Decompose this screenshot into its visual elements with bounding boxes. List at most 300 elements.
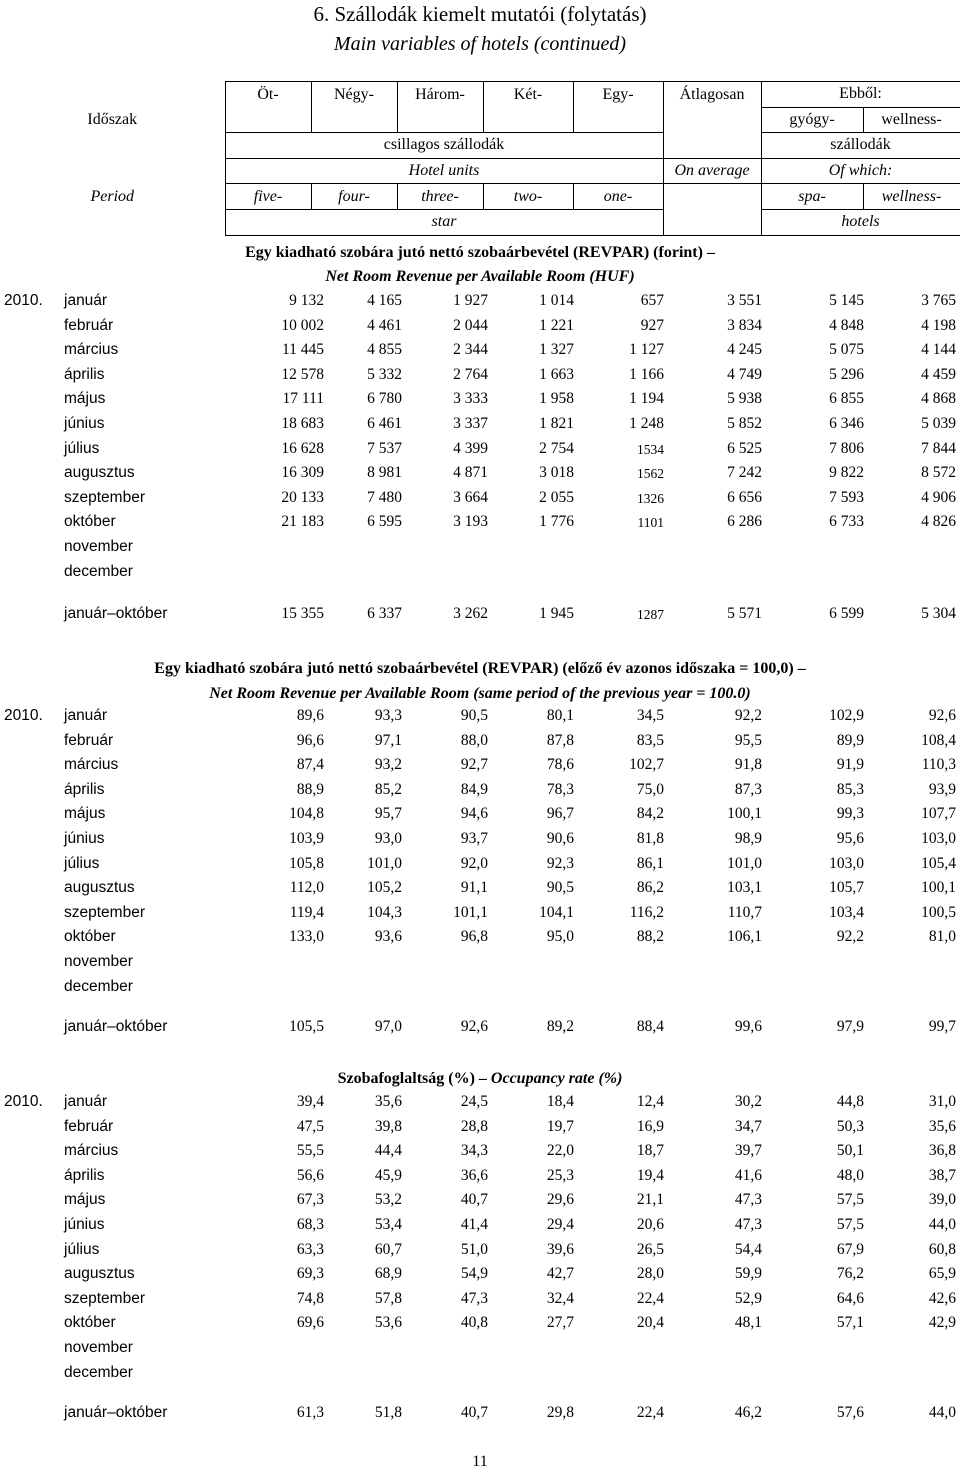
table-cell: 7 242 — [727, 464, 762, 481]
row-month: április — [64, 366, 105, 383]
table-cell: 93,0 — [374, 830, 402, 847]
header-period-hu: Időszak — [0, 107, 225, 133]
table-cell: 57,5 — [836, 1216, 864, 1233]
table-cell: 40,7 — [460, 1404, 488, 1421]
table-cell: 78,6 — [546, 756, 574, 773]
row-month: június — [64, 830, 105, 847]
table-cell: 86,1 — [636, 855, 664, 872]
table-cell: 4 461 — [367, 317, 402, 334]
table-row — [0, 1404, 960, 1428]
table-row — [0, 415, 960, 439]
table-cell: 110,3 — [921, 756, 956, 773]
table-cell: 2 754 — [539, 440, 574, 457]
row-month: január — [64, 1093, 108, 1110]
table-cell: 42,9 — [928, 1314, 956, 1331]
table-cell: 61,3 — [296, 1404, 324, 1421]
table-cell: 69,3 — [296, 1265, 324, 1282]
row-month: július — [64, 1241, 100, 1258]
table-cell: 92,6 — [460, 1018, 488, 1035]
table-cell: 4 868 — [921, 390, 956, 407]
table-cell: 40,7 — [460, 1191, 488, 1208]
row-month: október — [64, 928, 116, 945]
table-cell: 105,2 — [367, 879, 402, 896]
header-csillagos: csillagos szállodák — [225, 133, 663, 159]
table-row — [0, 563, 960, 587]
table-cell: 69,6 — [296, 1314, 324, 1331]
row-month: március — [64, 341, 119, 358]
table-row — [0, 1167, 960, 1191]
table-cell: 16,9 — [636, 1118, 664, 1135]
table-cell: 41,6 — [734, 1167, 762, 1184]
header-spa-en: spa- — [761, 184, 863, 210]
table-cell: 1326 — [637, 491, 664, 506]
table-cell: 39,6 — [546, 1241, 574, 1258]
table-cell: 31,0 — [928, 1093, 956, 1110]
row-year: 2010. — [4, 707, 43, 724]
table-cell: 50,3 — [836, 1118, 864, 1135]
table-cell: 96,6 — [296, 732, 324, 749]
header-period-en: Period — [0, 184, 225, 210]
table-row — [0, 805, 960, 829]
table-cell: 3 262 — [453, 605, 488, 622]
table-cell: 1562 — [637, 466, 664, 481]
table-cell: 1 166 — [629, 366, 664, 383]
table-cell: 3 193 — [453, 513, 488, 530]
table-cell: 92,0 — [460, 855, 488, 872]
table-cell: 12 578 — [281, 366, 324, 383]
table-cell: 44,0 — [928, 1216, 956, 1233]
table-cell: 53,2 — [374, 1191, 402, 1208]
table-cell: 92,2 — [734, 707, 762, 724]
table-cell: 57,5 — [836, 1191, 864, 1208]
table-cell: 116,2 — [629, 904, 664, 921]
table-cell: 99,6 — [734, 1018, 762, 1035]
table-cell: 103,9 — [289, 830, 324, 847]
table-cell: 91,1 — [460, 879, 488, 896]
table-cell: 53,6 — [374, 1314, 402, 1331]
table-cell: 8 572 — [921, 464, 956, 481]
table-row — [0, 390, 960, 414]
table-cell: 28,0 — [636, 1265, 664, 1282]
table-cell: 88,2 — [636, 928, 664, 945]
table-cell: 97,1 — [374, 732, 402, 749]
table-cell: 22,4 — [636, 1404, 664, 1421]
table-cell: 4 245 — [727, 341, 762, 358]
table-cell: 84,9 — [460, 781, 488, 798]
table-cell: 60,8 — [928, 1241, 956, 1258]
table-row — [0, 928, 960, 952]
table-cell: 29,8 — [546, 1404, 574, 1421]
header-star-hu: Három- — [397, 82, 483, 108]
section-heading-hu: Egy kiadható szobára jutó nettó szobaárbevétel (REVPAR) (forint) – — [245, 244, 715, 261]
table-row — [0, 366, 960, 390]
row-month: január — [64, 292, 108, 309]
row-month: január–október — [64, 1018, 168, 1035]
table-cell: 96,7 — [546, 805, 574, 822]
row-year: 2010. — [4, 292, 43, 309]
table-cell: 47,3 — [734, 1216, 762, 1233]
table-row — [0, 341, 960, 365]
table-cell: 4 749 — [727, 366, 762, 383]
row-month: március — [64, 1142, 119, 1159]
table-cell: 85,3 — [836, 781, 864, 798]
table-cell: 6 525 — [727, 440, 762, 457]
table-cell: 87,3 — [734, 781, 762, 798]
header-wellness-en: wellness- — [863, 184, 960, 210]
table-cell: 4 459 — [921, 366, 956, 383]
row-month: október — [64, 513, 116, 530]
table-cell: 42,7 — [546, 1265, 574, 1282]
header-average-en: On average — [663, 158, 761, 184]
table-cell: 89,9 — [836, 732, 864, 749]
table-cell: 90,6 — [546, 830, 574, 847]
table-cell: 95,7 — [374, 805, 402, 822]
table-cell: 35,6 — [928, 1118, 956, 1135]
row-month: december — [64, 563, 133, 580]
table-cell: 6 780 — [367, 390, 402, 407]
header-szallodak: szállodák — [761, 133, 960, 159]
table-cell: 20,4 — [636, 1314, 664, 1331]
table-cell: 50,1 — [836, 1142, 864, 1159]
table-row — [0, 707, 960, 731]
table-cell: 27,7 — [546, 1314, 574, 1331]
table-cell: 65,9 — [928, 1265, 956, 1282]
table-cell: 100,1 — [921, 879, 956, 896]
table-cell: 1 327 — [539, 341, 574, 358]
table-row — [0, 538, 960, 562]
table-cell: 4 399 — [453, 440, 488, 457]
table-cell: 7 480 — [367, 489, 402, 506]
table-cell: 67,3 — [296, 1191, 324, 1208]
page-subtitle: Main variables of hotels (continued) — [333, 33, 627, 55]
table-row — [0, 781, 960, 805]
header-star-en: three- — [397, 184, 483, 210]
section-heading-en: Net Room Revenue per Available Room (HUF) — [325, 268, 635, 285]
table-cell: 25,3 — [546, 1167, 574, 1184]
header-period-hu-cell — [0, 82, 225, 108]
table-header — [0, 81, 960, 236]
table-row — [0, 489, 960, 513]
page-number: 11 — [472, 1453, 488, 1470]
table-row — [0, 464, 960, 488]
table-cell: 95,5 — [734, 732, 762, 749]
table-row — [0, 317, 960, 341]
table-cell: 30,2 — [734, 1093, 762, 1110]
table-cell: 81,8 — [636, 830, 664, 847]
table-cell: 86,2 — [636, 879, 664, 896]
table-cell: 3 337 — [453, 415, 488, 432]
table-cell: 67,9 — [836, 1241, 864, 1258]
table-row — [0, 1118, 960, 1142]
table-cell: 9 822 — [829, 464, 864, 481]
table-cell: 1 194 — [629, 390, 664, 407]
table-cell: 1 221 — [539, 317, 574, 334]
table-row — [0, 855, 960, 879]
table-cell: 34,5 — [636, 707, 664, 724]
table-cell: 102,7 — [629, 756, 664, 773]
table-cell: 4 826 — [921, 513, 956, 530]
table-cell: 94,6 — [460, 805, 488, 822]
row-month: április — [64, 781, 105, 798]
header-star-hu: Öt- — [225, 82, 311, 108]
section-heading — [0, 244, 960, 262]
table-cell: 4 848 — [829, 317, 864, 334]
section-heading-hu: Szobafoglaltság (%) – — [337, 1070, 487, 1087]
table-cell: 5 852 — [727, 415, 762, 432]
table-cell: 42,6 — [928, 1290, 956, 1307]
table-cell: 104,3 — [367, 904, 402, 921]
table-row — [0, 1339, 960, 1363]
table-cell: 3 765 — [921, 292, 956, 309]
table-cell: 44,8 — [836, 1093, 864, 1110]
table-cell: 15 355 — [281, 605, 324, 622]
table-cell: 20,6 — [636, 1216, 664, 1233]
table-cell: 24,5 — [460, 1093, 488, 1110]
table-cell: 34,3 — [460, 1142, 488, 1159]
table-cell: 74,8 — [296, 1290, 324, 1307]
section-heading-en: Occupancy rate (%) — [490, 1070, 623, 1087]
table-cell: 4 198 — [921, 317, 956, 334]
table-cell: 46,2 — [734, 1404, 762, 1421]
header-star-en: two- — [483, 184, 573, 210]
table-cell: 51,8 — [374, 1404, 402, 1421]
table-cell: 105,8 — [289, 855, 324, 872]
header-star-hu: Négy- — [311, 82, 397, 108]
table-cell: 1 127 — [629, 341, 664, 358]
table-cell: 9 132 — [289, 292, 324, 309]
table-cell: 5 938 — [727, 390, 762, 407]
table-cell: 87,8 — [546, 732, 574, 749]
table-cell: 6 461 — [367, 415, 402, 432]
table-cell: 1534 — [637, 442, 664, 457]
table-cell: 47,3 — [460, 1290, 488, 1307]
table-cell: 1 821 — [539, 415, 574, 432]
row-month: december — [64, 978, 133, 995]
table-cell: 3 333 — [453, 390, 488, 407]
table-cell: 16 309 — [281, 464, 324, 481]
table-cell: 88,0 — [460, 732, 488, 749]
table-cell: 103,0 — [829, 855, 864, 872]
table-row — [0, 440, 960, 464]
table-cell: 93,7 — [460, 830, 488, 847]
table-cell: 1287 — [637, 607, 664, 622]
row-month: augusztus — [64, 464, 135, 481]
table-cell: 89,2 — [546, 1018, 574, 1035]
table-cell: 6 656 — [727, 489, 762, 506]
table-cell: 6 346 — [829, 415, 864, 432]
table-row — [0, 1018, 960, 1042]
table-cell: 105,5 — [289, 1018, 324, 1035]
table-cell: 103,4 — [829, 904, 864, 921]
table-cell: 45,9 — [374, 1167, 402, 1184]
table-cell: 97,9 — [836, 1018, 864, 1035]
row-month: szeptember — [64, 1290, 145, 1307]
table-cell: 3 664 — [453, 489, 488, 506]
table-cell: 53,4 — [374, 1216, 402, 1233]
section-heading — [0, 660, 960, 678]
table-cell: 1101 — [637, 515, 664, 530]
row-month: november — [64, 538, 133, 555]
table-cell: 101,1 — [453, 904, 488, 921]
table-row — [0, 292, 960, 316]
table-cell: 16 628 — [281, 440, 324, 457]
table-cell: 54,4 — [734, 1241, 762, 1258]
row-month: szeptember — [64, 904, 145, 921]
header-wellness-hu: wellness- — [863, 107, 960, 133]
table-row — [0, 830, 960, 854]
table-cell: 8 981 — [367, 464, 402, 481]
table-cell: 119,4 — [289, 904, 324, 921]
row-month: július — [64, 855, 100, 872]
table-cell: 91,9 — [836, 756, 864, 773]
table-cell: 22,0 — [546, 1142, 574, 1159]
table-row — [0, 978, 960, 1002]
table-cell: 48,1 — [734, 1314, 762, 1331]
table-row — [0, 1216, 960, 1240]
table-cell: 5 039 — [921, 415, 956, 432]
table-row — [0, 732, 960, 756]
table-cell: 12,4 — [636, 1093, 664, 1110]
row-month: február — [64, 1118, 114, 1135]
table-cell: 59,9 — [734, 1265, 762, 1282]
table-cell: 80,1 — [546, 707, 574, 724]
section-heading — [0, 1070, 960, 1088]
header-of-which-en: Of which: — [761, 158, 960, 184]
table-cell: 99,3 — [836, 805, 864, 822]
table-cell: 56,6 — [296, 1167, 324, 1184]
table-cell: 26,5 — [636, 1241, 664, 1258]
table-cell: 83,5 — [636, 732, 664, 749]
table-cell: 91,8 — [734, 756, 762, 773]
table-cell: 93,6 — [374, 928, 402, 945]
row-month: december — [64, 1364, 133, 1381]
table-cell: 39,4 — [296, 1093, 324, 1110]
table-cell: 57,6 — [836, 1404, 864, 1421]
table-row — [0, 1265, 960, 1289]
table-cell: 101,0 — [727, 855, 762, 872]
table-cell: 97,0 — [374, 1018, 402, 1035]
table-cell: 19,7 — [546, 1118, 574, 1135]
table-cell: 1 663 — [539, 366, 574, 383]
table-cell: 35,6 — [374, 1093, 402, 1110]
table-cell: 104,8 — [289, 805, 324, 822]
row-month: január — [64, 707, 108, 724]
table-cell: 29,4 — [546, 1216, 574, 1233]
table-cell: 85,2 — [374, 781, 402, 798]
row-year: 2010. — [4, 1093, 43, 1110]
table-cell: 40,8 — [460, 1314, 488, 1331]
table-cell: 100,5 — [921, 904, 956, 921]
table-cell: 90,5 — [546, 879, 574, 896]
table-cell: 5 145 — [829, 292, 864, 309]
table-cell: 98,9 — [734, 830, 762, 847]
row-month: január–október — [64, 1404, 168, 1421]
table-row — [0, 513, 960, 537]
table-cell: 47,3 — [734, 1191, 762, 1208]
table-cell: 92,3 — [546, 855, 574, 872]
table-cell: 6 599 — [829, 605, 864, 622]
row-month: augusztus — [64, 879, 135, 896]
table-cell: 108,4 — [921, 732, 956, 749]
table-cell: 96,8 — [460, 928, 488, 945]
section-heading-en: Net Room Revenue per Available Room (same period of the previous year = 100.0) — [209, 685, 751, 702]
table-cell: 6 733 — [829, 513, 864, 530]
table-cell: 5 332 — [367, 366, 402, 383]
table-cell: 4 906 — [921, 489, 956, 506]
table-cell: 5 304 — [921, 605, 956, 622]
row-month: február — [64, 732, 114, 749]
header-star-hu: Egy- — [573, 82, 663, 108]
table-cell: 4 855 — [367, 341, 402, 358]
table-cell: 47,5 — [296, 1118, 324, 1135]
row-month: május — [64, 805, 106, 822]
table-cell: 4 144 — [921, 341, 956, 358]
table-cell: 39,0 — [928, 1191, 956, 1208]
table-cell: 88,9 — [296, 781, 324, 798]
table-cell: 78,3 — [546, 781, 574, 798]
row-month: augusztus — [64, 1265, 135, 1282]
table-cell: 1 945 — [539, 605, 574, 622]
row-month: június — [64, 415, 105, 432]
table-cell: 106,1 — [727, 928, 762, 945]
table-row — [0, 756, 960, 780]
header-star-hu: Két- — [483, 82, 573, 108]
table-cell: 6 286 — [727, 513, 762, 530]
table-cell: 92,6 — [928, 707, 956, 724]
row-month: november — [64, 953, 133, 970]
table-row — [0, 879, 960, 903]
header-hotel-units: Hotel units — [225, 158, 663, 184]
table-cell: 20 133 — [281, 489, 324, 506]
header-spa-hu: gyógy- — [761, 107, 863, 133]
table-cell: 100,1 — [727, 805, 762, 822]
table-row — [0, 1191, 960, 1215]
table-cell: 76,2 — [836, 1265, 864, 1282]
header-of-which-hu: Ebből: — [761, 82, 960, 108]
page-title: 6. Szállodák kiemelt mutatói (folytatás) — [313, 2, 647, 26]
table-cell: 5 571 — [727, 605, 762, 622]
table-cell: 1 248 — [629, 415, 664, 432]
header-average-hu: Átlagosan — [663, 82, 761, 108]
table-row — [0, 953, 960, 977]
table-cell: 34,7 — [734, 1118, 762, 1135]
table-row — [0, 605, 960, 629]
table-cell: 44,4 — [374, 1142, 402, 1159]
section-heading-hu: Egy kiadható szobára jutó nettó szobaárbevétel (REVPAR) (előző év azonos időszaka = 100,0) – — [154, 660, 806, 677]
table-cell: 39,7 — [734, 1142, 762, 1159]
table-cell: 6 595 — [367, 513, 402, 530]
table-cell: 7 593 — [829, 489, 864, 506]
row-month: szeptember — [64, 489, 145, 506]
table-cell: 38,7 — [928, 1167, 956, 1184]
table-row — [0, 1093, 960, 1117]
table-cell: 19,4 — [636, 1167, 664, 1184]
header-star-en: one- — [573, 184, 663, 210]
table-cell: 2 044 — [453, 317, 488, 334]
table-row — [0, 1241, 960, 1265]
row-month: január–október — [64, 605, 168, 622]
table-cell: 4 871 — [453, 464, 488, 481]
header-star-en: four- — [311, 184, 397, 210]
table-cell: 1 927 — [453, 292, 488, 309]
table-cell: 1 958 — [539, 390, 574, 407]
header-hotels: hotels — [761, 209, 960, 235]
table-cell: 29,6 — [546, 1191, 574, 1208]
table-cell: 75,0 — [636, 781, 664, 798]
table-cell: 133,0 — [289, 928, 324, 945]
table-cell: 2 055 — [539, 489, 574, 506]
table-row — [0, 904, 960, 928]
